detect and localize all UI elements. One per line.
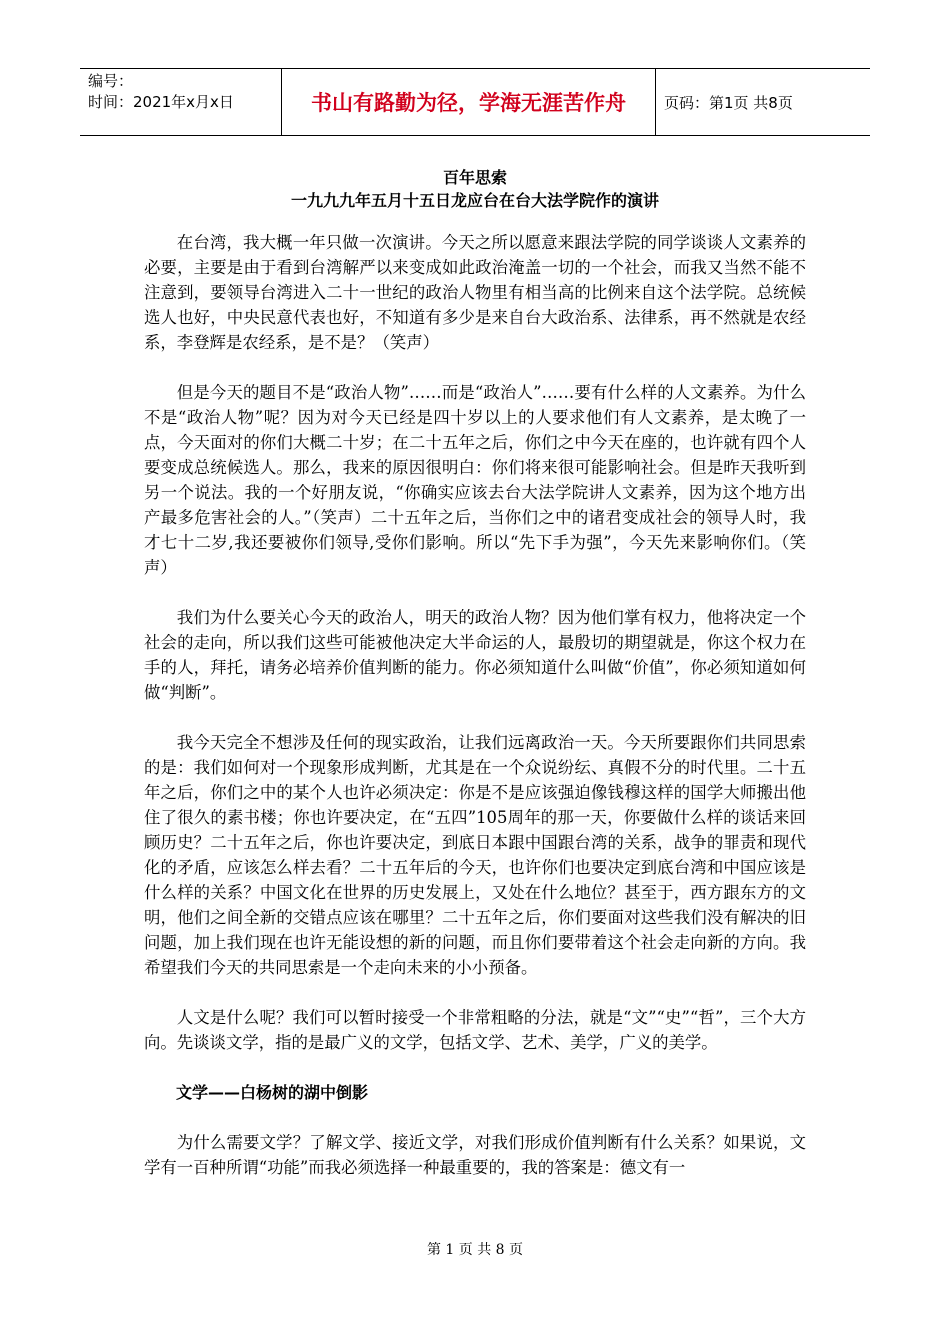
section-heading: 文学——白杨树的湖中倒影	[176, 1083, 369, 1102]
document-subtitle: 一九九九年五月十五日龙应台在台大法学院作的演讲	[290, 191, 659, 210]
paragraph: 为什么需要文学？了解文学、接近文学，对我们形成价值判断有什么关系？如果说，文学有一百种所谓“功能”而我必须选择一种最重要的，我的答案是：德文有一	[144, 1133, 806, 1177]
paragraph: 但是今天的题目不是“政治人物”……而是“政治人”……要有什么样的人文素养。为什么不是“政治人物”呢？因为对今天已经是四十岁以上的人要求他们有人文素养，是太晚了一点，今天面对的你们大概二十岁；在二十五年之后，你们之中今天在座的，也许就有四个人要变成总统候选人。那么，我来的原因很明白：你们将来很可能影响社会。但是昨天我听到另一个说法。我的一个好朋友说，“你确实应该去台大法学院讲人文素养，因为这个地方出产最多危害社会的人。”（笑声）二十五年之后，当你们之中的诸君变成社会的领导人时，我才七十二岁,我还要被你们领导,受你们影响。所以“先下手为强”，今天先来影响你们。（笑声）	[144, 383, 806, 577]
document-title: 百年思索	[442, 168, 507, 187]
date-label: 时间：2021年x月x日	[88, 93, 234, 111]
number-label: 编号：	[88, 72, 134, 90]
paragraph: 我今天完全不想涉及任何的现实政治，让我们远离政治一天。今天所要跟你们共同思索的是：我们如何对一个现象形成判断，尤其是在一个众说纷纭、真假不分的时代里。二十五年之后，你们之中的某个人也许必须决定：你是不是应该强迫像钱穆这样的国学大师搬出他住了很久的素书楼；你也许要决定，在“五四”105周年的那一天，你要做什么样的谈话来回顾历史？二十五年之后，你也许要决定，到底日本跟中国跟台湾的关系，战争的罪责和现代化的矛盾，应该怎么样去看？二十五年后的今天，也许你们也要决定到底台湾和中国应该是什么样的关系？中国文化在世界的历史发展上，又处在什么地位？甚至于，西方跟东方的文明，他们之间全新的交错点应该在哪里？二十五年之后，你们要面对这些我们没有解决的旧问题，加上我们现在也许无能设想的新的问题，而且你们要带着这个社会走向新的方向。我希望我们今天的共同思索是一个走向未来的小小预备。	[144, 733, 806, 977]
header-meta	[80, 69, 282, 135]
page-footer: 第 1 页 共 8 页	[426, 1242, 524, 1258]
document-body	[144, 230, 806, 1205]
paragraph: 在台湾，我大概一年只做一次演讲。今天之所以愿意来跟法学院的同学谈谈人文素养的必要，主要是由于看到台湾解严以来变成如此政治淹盖一切的一个社会，而我又当然不能不注意到，要领导台湾进入二十一世纪的政治人物里有相当高的比例来自这个法学院。总统候选人也好，中央民意代表也好，不知道有多少是来自台大政治系、法律系，再不然就是农经系，李登辉是农经系，是不是？（笑声）	[144, 233, 806, 352]
motto: 书山有路勤为径，学海无涯苦作舟	[282, 69, 656, 135]
header-table	[80, 68, 870, 136]
paragraph: 我们为什么要关心今天的政治人，明天的政治人物？因为他们掌有权力，他将决定一个社会的走向，所以我们这些可能被他决定大半命运的人，最殷切的期望就是，你这个权力在手的人，拜托，请务必培养价值判断的能力。你必须知道什么叫做“价值”，你必须知道如何做“判断”。	[144, 608, 806, 702]
paragraph: 人文是什么呢？我们可以暂时接受一个非常粗略的分法，就是“文”“史”“哲”，三个大方向。先谈谈文学，指的是最广义的文学，包括文学、艺术、美学，广义的美学。	[144, 1008, 806, 1052]
page-indicator: 页码：第1页 共8页	[664, 93, 793, 112]
